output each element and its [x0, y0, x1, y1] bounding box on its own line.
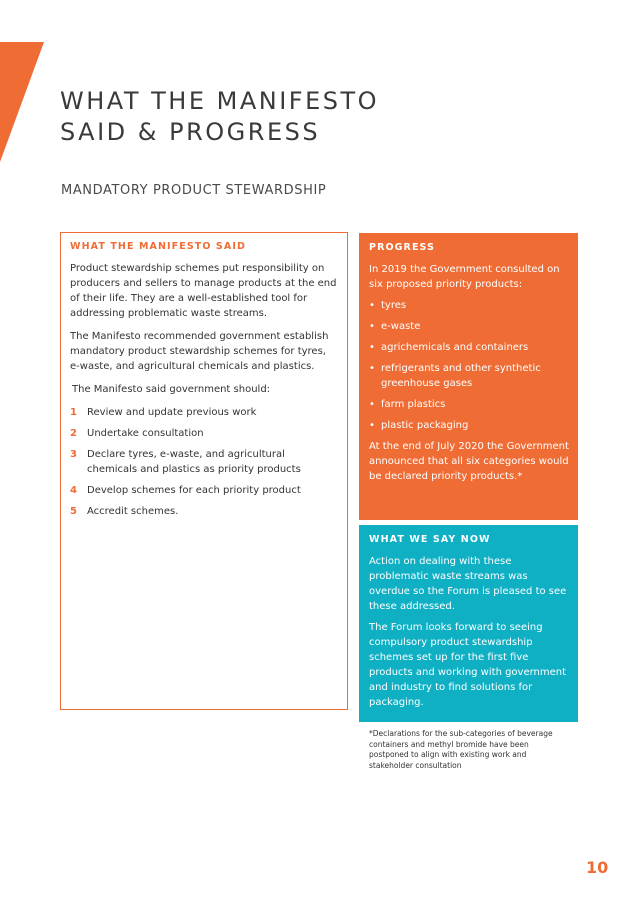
product-name: agrichemicals and containers: [381, 342, 529, 353]
footnote: *Declarations for the sub-categories of beverage containers and methyl bromide have been postponed to align with existing work and stakeholder consultation: [369, 729, 553, 770]
say-now-paragraph: Action on dealing with these problematic waste streams was overdue so the Forum is pleased to see these addressed.: [369, 556, 567, 612]
manifesto-paragraph: Product stewardship schemes put responsibility on producers and sellers to manage products at the end of their life. They are a well-established tool for addressing problematic waste streams.: [70, 263, 337, 319]
manifesto-said-heading: WHAT THE MANIFESTO SAID: [70, 241, 246, 252]
progress-intro: In 2019 the Government consulted on six proposed priority products:: [369, 264, 560, 290]
bullet-icon: •: [369, 342, 375, 353]
manifesto-paragraph: The Manifesto said government should:: [72, 384, 271, 395]
what-we-say-now-box: [359, 525, 578, 722]
page-title: [60, 86, 379, 148]
corner-accent-shape: [0, 0, 46, 165]
list-item: [369, 319, 569, 334]
step-number: 2: [70, 428, 77, 439]
say-now-paragraph: The Forum looks forward to seeing compulsory product stewardship schemes set up for the first five products and working with government and industry to find solutions for packaging.: [369, 622, 567, 708]
step-number: 3: [70, 449, 77, 460]
step-number: 1: [70, 407, 77, 418]
list-item: [70, 483, 338, 498]
list-item: [369, 361, 569, 391]
manifesto-said-box: [60, 232, 348, 710]
product-name: refrigerants and other synthetic greenhouse gases: [381, 363, 541, 389]
product-name: plastic packaging: [381, 420, 469, 431]
list-item: [369, 340, 569, 355]
manifesto-steps-list: [70, 405, 338, 519]
list-item: [369, 397, 569, 412]
step-number: 5: [70, 506, 77, 517]
list-item: [70, 405, 338, 420]
manifesto-paragraph: The Manifesto recommended government establish mandatory product stewardship schemes for tyres, e-waste, and agricultural chemicals and plastics.: [70, 331, 329, 372]
step-number: 4: [70, 485, 77, 496]
page-title-line: SAID & PROGRESS: [60, 118, 321, 146]
product-name: farm plastics: [381, 399, 446, 410]
list-item: [70, 447, 338, 477]
page-subtitle: MANDATORY PRODUCT STEWARDSHIP: [61, 183, 327, 198]
bullet-icon: •: [369, 420, 375, 431]
say-now-heading: WHAT WE SAY NOW: [369, 534, 491, 545]
bullet-icon: •: [369, 363, 375, 374]
product-name: e-waste: [381, 321, 421, 332]
step-text: Accredit schemes.: [87, 506, 179, 517]
progress-heading: PROGRESS: [369, 242, 436, 253]
bullet-icon: •: [369, 399, 375, 410]
priority-products-list: [369, 298, 569, 433]
list-item: [369, 418, 569, 433]
step-text: Declare tyres, e-waste, and agricultural chemicals and plastics as priority products: [87, 449, 301, 475]
product-name: tyres: [381, 300, 407, 311]
page-title-line: WHAT THE MANIFESTO: [60, 87, 380, 115]
list-item: [70, 426, 338, 441]
list-item: [369, 298, 569, 313]
progress-outro: At the end of July 2020 the Government announced that all six categories would be declared priority products.*: [369, 441, 569, 482]
progress-box: [359, 233, 578, 520]
page-number: 10: [586, 858, 609, 877]
step-text: Develop schemes for each priority product: [87, 485, 301, 496]
bullet-icon: •: [369, 300, 375, 311]
step-text: Undertake consultation: [87, 428, 204, 439]
bullet-icon: •: [369, 321, 375, 332]
step-text: Review and update previous work: [87, 407, 257, 418]
list-item: [70, 504, 338, 519]
